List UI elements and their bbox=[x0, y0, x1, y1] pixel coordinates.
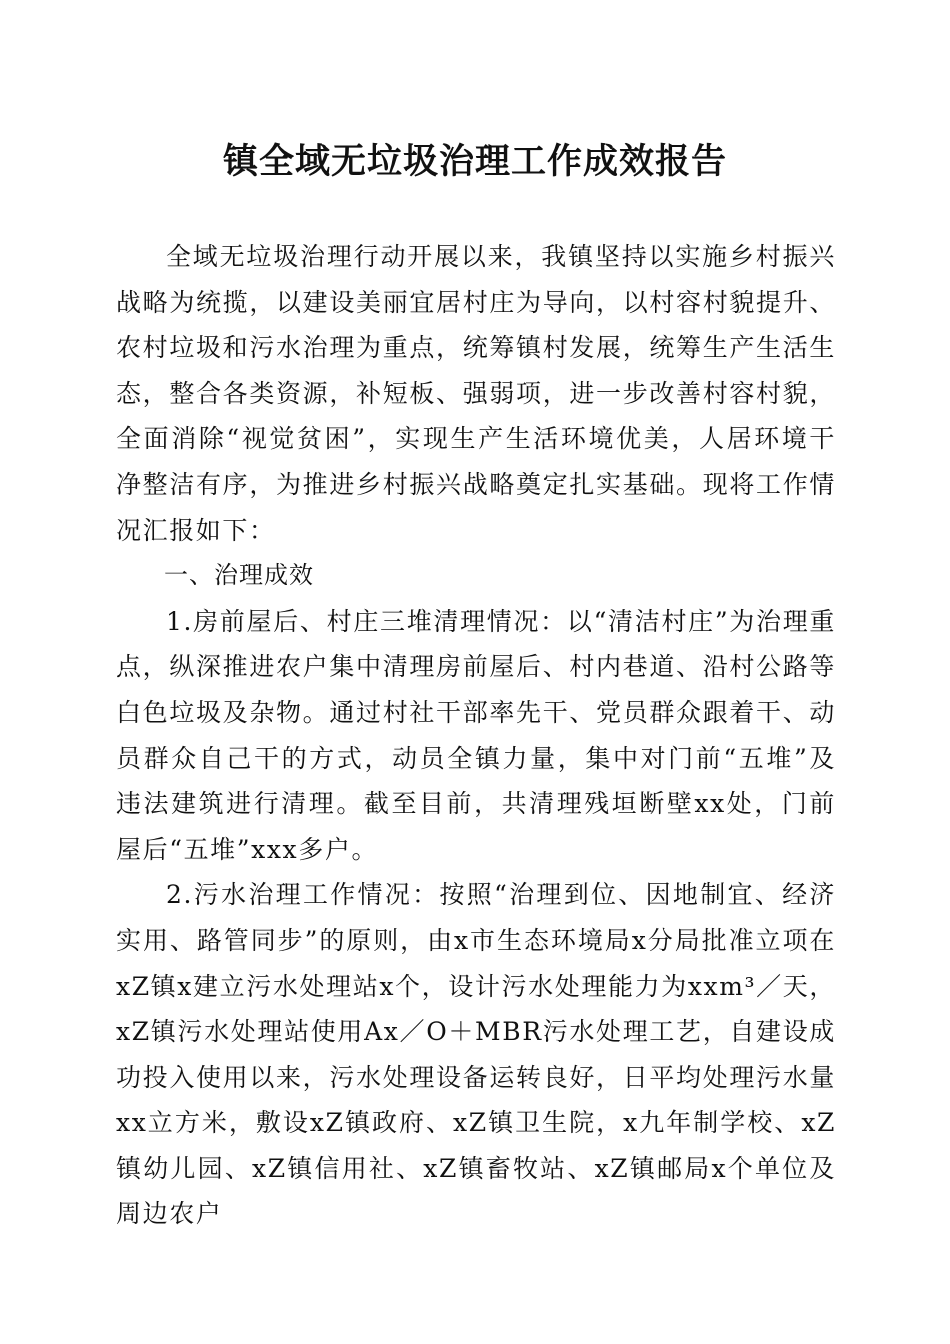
intro-paragraph: 全域无垃圾治理行动开展以来，我镇坚持以实施乡村振兴战略为统揽，以建设美丽宜居村庄为导向，以村容村貌提升、农村垃圾和污水治理为重点，统筹镇村发展，统筹生产生活生态，整合各类资源，补短板、强弱项，进一步改善村容村貌，全面消除“视觉贫困”，实现生产生活环境优美，人居环境干净整洁有序，为推进乡村振兴战略奠定扎实基础。现将工作情况汇报如下： bbox=[116, 242, 836, 545]
section-heading-governance-results: 一、治理成效 bbox=[164, 561, 314, 590]
document-body bbox=[116, 234, 836, 1237]
document-title: 镇全域无垃圾治理工作成效报告 bbox=[222, 142, 727, 182]
item-1-paragraph: 1.房前屋后、村庄三堆清理情况：以“清洁村庄”为治理重点，纵深推进农户集中清理房前屋后、村内巷道、沿村公路等白色垃圾及杂物。通过村社干部率先干、党员群众跟着干、动员群众自己干的方式，动员全镇力量，集中对门前“五堆”及违法建筑进行清理。截至目前，共清理残垣断壁xx处，门前屋后“五堆”xxx多户。 bbox=[116, 606, 836, 864]
item-2-paragraph: 2.污水治理工作情况：按照“治理到位、因地制宜、经济实用、路管同步”的原则，由x市生态环境局x分局批准立项在xZ镇x建立污水处理站x个，设计污水处理能力为xxm³／天，xZ镇污水处理站使用Ax／O＋MBR污水处理工艺，自建设成功投入使用以来，污水处理设备运转良好，日平均处理污水量xx立方米，敷设xZ镇政府、xZ镇卫生院，x九年制学校、xZ镇幼儿园、xZ镇信用社、xZ镇畜牧站、xZ镇邮局x个单位及周边农户 bbox=[116, 880, 836, 1229]
